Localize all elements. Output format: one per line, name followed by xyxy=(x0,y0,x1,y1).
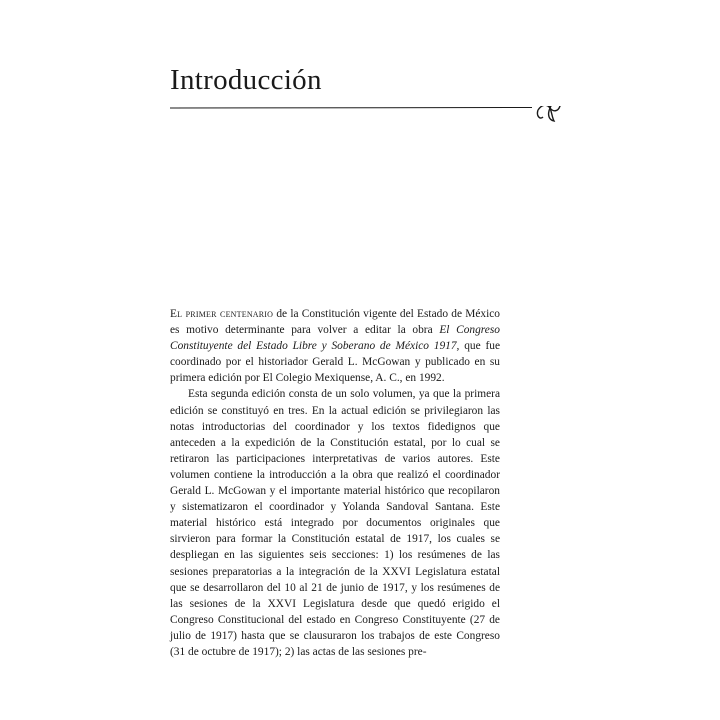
paragraph-1-text-b: que fue coordinado por el historiador Gerald L. McGowan y publicado en su primera edición por El Colegio Mexiquense, A. C., en 1992. xyxy=(170,340,500,385)
fleuron-icon xyxy=(537,106,561,121)
page-title: Introducción xyxy=(170,64,322,96)
paragraph-1 xyxy=(170,306,500,386)
paragraph-2: Esta segunda edición consta de un solo volumen, ya que la primera edición se constituyó en tres. En la actual edición se privilegiaron las notas introductorias del coordinador y los textos fidedignos que anteceden a la expedición de la Constitución estatal, por lo cual se retiraron las participaciones interpretativas de varios autores. Este volumen contiene la introducción a la obra que realizó el coordinador Gerald L. McGowan y el importante material histórico que recopilaron y sistematizaron el coordinador y Yolanda Sandoval Santana. Este material histórico está integrado por documentos originales que sirvieron para formar la Constitución estatal de 1917, los cuales se despliegan en las siguientes seis secciones: 1) los resúmenes de las sesiones preparatorias a la integración de la XXVI Legislatura estatal que se desarrollaron del 10 al 21 de junio de 1917, y los resúmenes de las sesiones de la XXVI Legislatura desde que quedó erigido el Congreso Constitucional del estado en Congreso Constituyente (27 de julio de 1917) hasta que se clausuraron los trabajos de este Congreso (31 de octubre de 1917); 2) las actas de las sesiones pre- xyxy=(170,388,500,658)
book-title-italic: El Congreso Constituyente del Estado Libre y Soberano de México 1917, xyxy=(170,324,500,353)
lead-in-small-caps: El primer centenario xyxy=(170,308,274,320)
body-text xyxy=(170,306,500,660)
title-rule-ornament xyxy=(170,106,580,130)
paragraph-1-text-a: de la Constitución vigente del Estado de México es motivo determinante para volver a editar la obra xyxy=(170,308,500,337)
